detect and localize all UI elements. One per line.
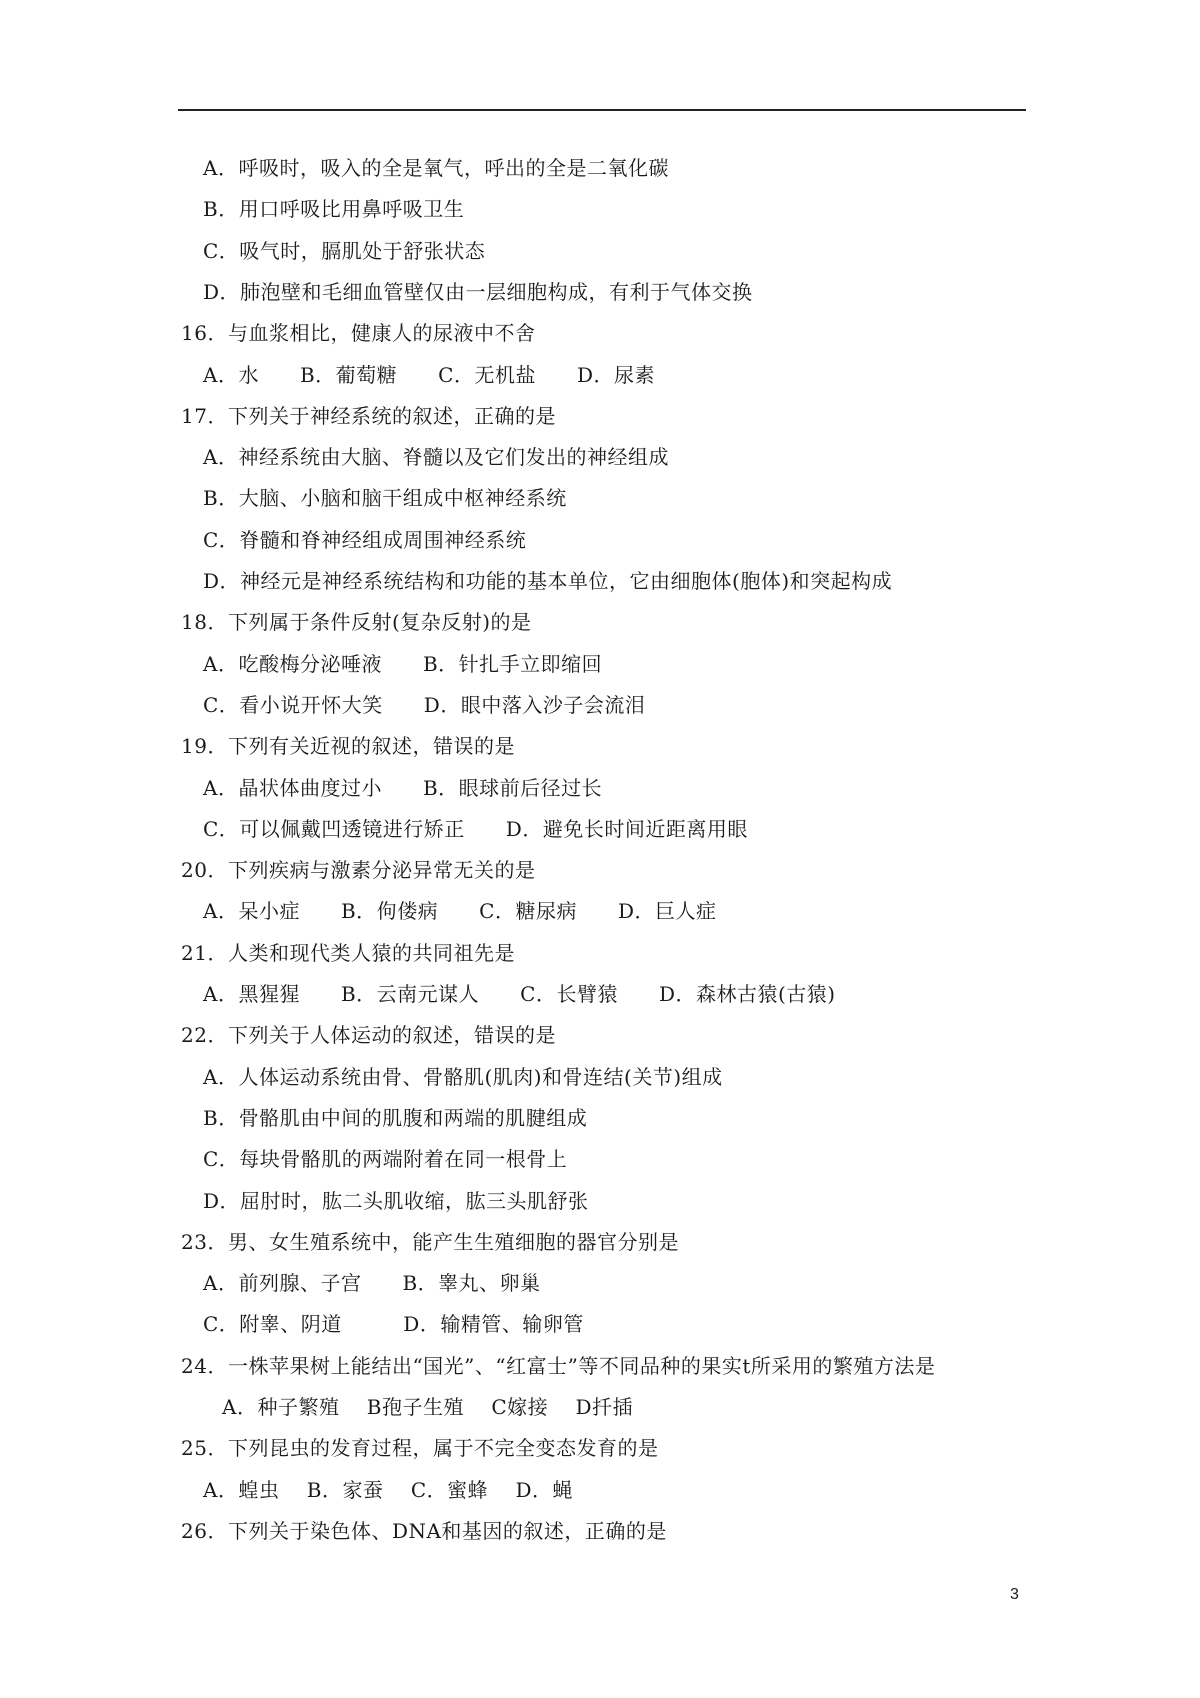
answer-options: A．呼吸时，吸入的全是氧气，呼出的全是二氧化碳	[203, 156, 669, 180]
answer-options: A．人体运动系统由骨、骨骼肌(肌肉)和骨连结(关节)组成	[203, 1064, 723, 1089]
answer-options: A．呆小症 B．佝偻病 C．糖尿病 D．巨人症	[203, 899, 717, 924]
question-stem: 22．下列关于人体运动的叙述，错误的是	[181, 1023, 556, 1048]
answer-options: A．神经系统由大脑、脊髓以及它们发出的神经组成	[203, 445, 669, 470]
question-stem: 21．人类和现代类人猿的共同祖先是	[181, 940, 515, 965]
header-rule	[178, 109, 1026, 111]
question-stem: 25．下列昆虫的发育过程，属于不完全变态发育的是	[181, 1436, 659, 1461]
question-stem: 16．与血浆相比，健康人的尿液中不舍	[181, 321, 536, 346]
answer-options: C．看小说开怀大笑 D．眼中落入沙子会流泪	[203, 692, 646, 717]
question-stem: 26．下列关于染色体、DNA和基因的叙述，正确的是	[181, 1518, 667, 1543]
answer-options: A．晶状体曲度过小 B．眼球前后径过长	[203, 775, 603, 800]
answer-options: D．神经元是神经系统结构和功能的基本单位，它由细胞体(胞体)和突起构成	[203, 569, 893, 593]
answer-options: A．前列腺、子宫 B．睾丸、卵巢	[203, 1271, 541, 1296]
answer-options: A．水 B．葡萄糖 C．无机盐 D．尿素	[203, 362, 655, 387]
answer-options: A．蝗虫 B．家蚕 C．蜜蜂 D．蝇	[203, 1477, 574, 1502]
answer-options: C．吸气时，膈肌处于舒张状态	[203, 238, 486, 263]
answer-options: C．附睾、阴道 D．输精管、输卵管	[203, 1312, 584, 1337]
answer-options: C．可以佩戴凹透镜进行矫正 D．避免长时间近距离用眼	[203, 816, 748, 841]
question-stem: 17．下列关于神经系统的叙述，正确的是	[181, 403, 556, 428]
question-stem: 24．一株苹果树上能结出“国光”、“红富士”等不同品种的果实t所采用的繁殖方法是	[181, 1353, 936, 1378]
question-stem: 23．男、女生殖系统中，能产生生殖细胞的器官分别是	[181, 1229, 679, 1254]
answer-options: B．大脑、小脑和脑干组成中枢神经系统	[203, 486, 567, 511]
answer-options: A．种子繁殖 B孢子生殖 C嫁接 D扦插	[222, 1395, 634, 1419]
question-stem: 19．下列有关近视的叙述，错误的是	[181, 734, 515, 759]
answer-options: C．每块骨骼肌的两端附着在同一根骨上	[203, 1147, 568, 1172]
question-stem: 18．下列属于条件反射(复杂反射)的是	[181, 610, 532, 635]
page-number: 3	[1010, 1586, 1019, 1603]
answer-options: A．黑猩猩 B．云南元谋人 C．长臂猿 D．森林古猿(古猿)	[203, 982, 836, 1006]
answer-options: B．骨骼肌由中间的肌腹和两端的肌腱组成	[203, 1105, 588, 1130]
answer-options: C．脊髓和脊神经组成周围神经系统	[203, 527, 527, 552]
answer-options: A．吃酸梅分泌唾液 B．针扎手立即缩回	[203, 651, 603, 676]
question-stem: 20．下列疾病与激素分泌异常无关的是	[181, 858, 536, 883]
answer-options: D．屈肘时，肱二头肌收缩，肱三头肌舒张	[203, 1188, 589, 1213]
answer-options: B．用口呼吸比用鼻呼吸卫生	[203, 197, 465, 222]
answer-options: D．肺泡壁和毛细血管壁仅由一层细胞构成，有利于气体交换	[203, 279, 753, 304]
